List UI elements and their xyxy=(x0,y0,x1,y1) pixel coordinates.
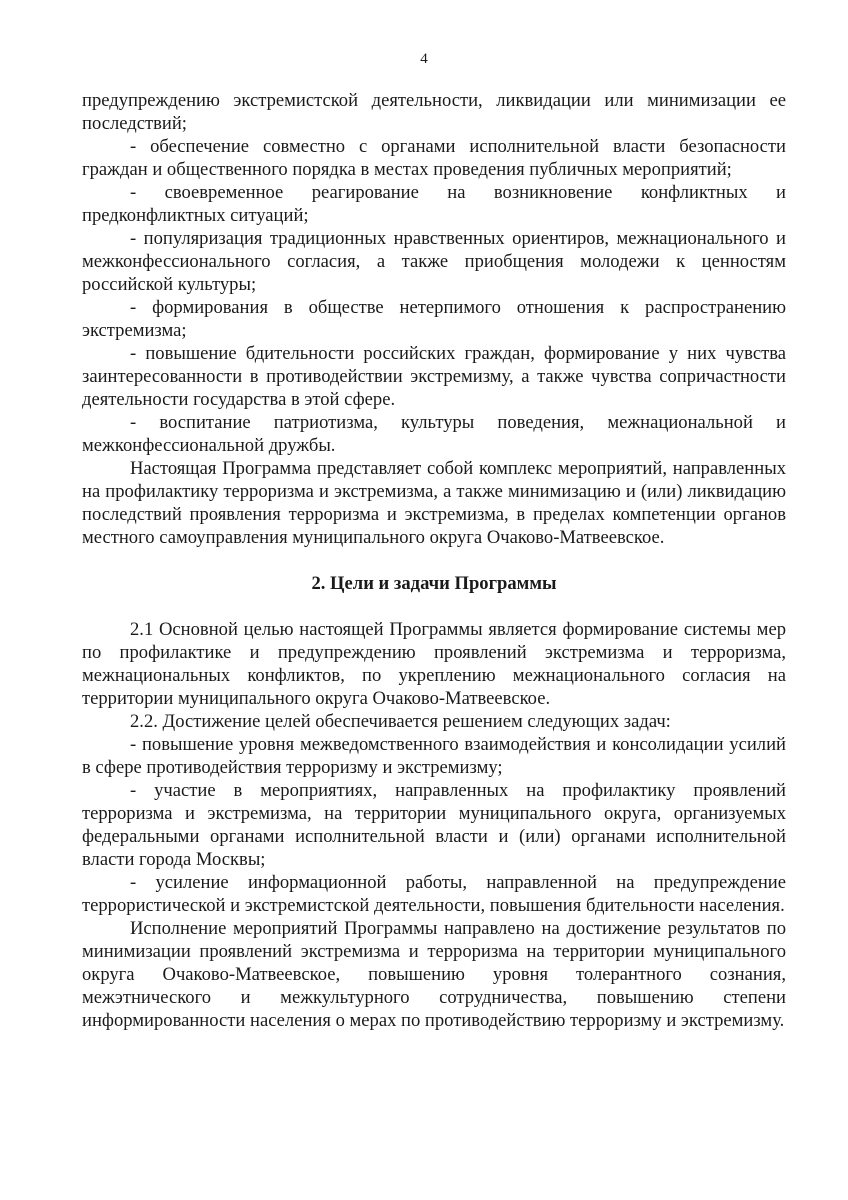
list-item: - своевременное реагирование на возникновение конфликтных и предконфликтных ситуаций; xyxy=(82,182,786,226)
list-item: - усиление информационной работы, направленной на предупреждение террористической и экстремистской деятельности, повышения бдительности населения. xyxy=(82,872,786,916)
list-item: - формирования в обществе нетерпимого отношения к распространению экстремизма; xyxy=(82,297,786,341)
paragraph: 2.1 Основной целью настоящей Программы является формирование системы мер по профилактике и предупреждению проявлений экстремизма и терроризма, межнациональных конфликтов, по укреплению межнационального согласия на территории муниципального округа Очаково-Матвеевское. xyxy=(82,619,786,709)
list-item: - популяризация традиционных нравственных ориентиров, межнационального и межконфессионального согласия, а также приобщения молодежи к ценностям российской культуры; xyxy=(82,228,786,295)
document-body xyxy=(82,89,786,1032)
list-item: - повышение бдительности российских граждан, формирование у них чувства заинтересованности в противодействии экстремизму, а также чувства сопричастности деятельности государства в этой сфере. xyxy=(82,343,786,410)
list-item: - участие в мероприятиях, направленных на профилактику проявлений терроризма и экстремизма, на территории муниципального округа, организуемых федеральными органами исполнительной власти и (или) органами исполнительной власти города Москвы; xyxy=(82,780,786,870)
paragraph: Исполнение мероприятий Программы направлено на достижение результатов по минимизации проявлений экстремизма и терроризма на территории муниципального округа Очаково-Матвеевское, повышению уровня толерантного сознания, межэтнического и межкультурного сотрудничества, повышению степени информированности населения о мерах по противодействию терроризму и экстремизму. xyxy=(82,918,786,1031)
list-item: - воспитание патриотизма, культуры поведения, межнациональной и межконфессиональной дружбы. xyxy=(82,412,786,456)
paragraph: 2.2. Достижение целей обеспечивается решением следующих задач: xyxy=(130,711,671,732)
section-heading: 2. Цели и задачи Программы xyxy=(311,573,557,594)
list-item: - обеспечение совместно с органами исполнительной власти безопасности граждан и общественного порядка в местах проведения публичных мероприятий; xyxy=(82,136,786,180)
paragraph: Настоящая Программа представляет собой комплекс мероприятий, направленных на профилактику терроризма и экстремизма, а также минимизацию и (или) ликвидацию последствий проявления терроризма и экстремизма, в пределах компетенции органов местного самоуправления муниципального округа Очаково-Матвеевское. xyxy=(82,458,786,548)
paragraph: предупреждению экстремистской деятельности, ликвидации или минимизации ее последствий; xyxy=(82,90,786,134)
list-item: - повышение уровня межведомственного взаимодействия и консолидации усилий в сфере противодействия терроризму и экстремизму; xyxy=(82,734,786,778)
page-number: 4 xyxy=(420,51,428,67)
